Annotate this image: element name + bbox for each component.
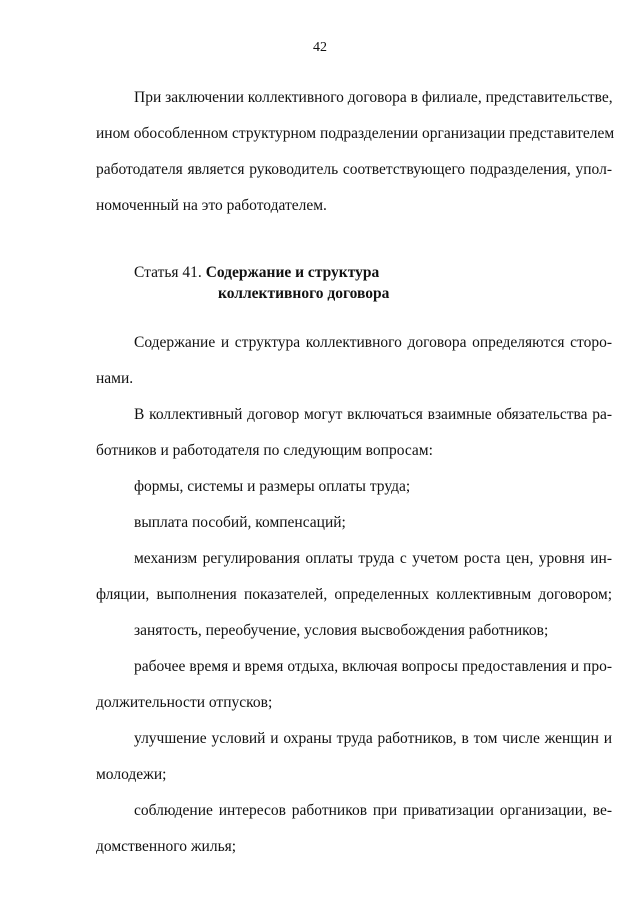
list-item-3-line2: фляции, выполнения показателей, определенных коллективным договором; <box>96 586 612 603</box>
article-title-line2: коллективного договора <box>218 285 390 302</box>
paragraph1-line2: ином обособленном структурном подразделении организации представителем <box>96 125 615 142</box>
article-prefix: Статья 41. <box>134 264 202 281</box>
list-item-1: формы, системы и размеры оплаты труда; <box>134 478 411 495</box>
paragraph3-line1: В коллективный договор могут включаться взаимные обязательства ра- <box>134 406 612 423</box>
list-item-4: занятость, переобучение, условия высвобождения работников; <box>134 622 549 639</box>
list-item-3-line1: механизм регулирования оплаты труда с учетом роста цен, уровня ин- <box>134 550 612 567</box>
list-item-5-line2: должительности отпусков; <box>96 694 273 711</box>
list-item-7-line1: соблюдение интересов работников при приватизации организации, ве- <box>134 802 612 819</box>
list-item-2: выплата пособий, компенсаций; <box>134 514 346 531</box>
list-item-5-line1: рабочее время и время отдыха, включая вопросы предоставления и про- <box>134 658 612 675</box>
paragraph1-line1: При заключении коллективного договора в филиале, представительстве, <box>134 89 613 106</box>
paragraph1-line4: номоченный на это работодателем. <box>96 197 327 214</box>
list-item-6-line2: молодежи; <box>96 766 167 783</box>
list-item-6-line1: улучшение условий и охраны труда работников, в том числе женщин и <box>134 730 612 747</box>
paragraph2-line2: нами. <box>96 370 134 387</box>
article-heading <box>134 263 379 283</box>
paragraph2-line1: Содержание и структура коллективного договора определяются сторо- <box>134 334 612 351</box>
list-item-7-line2: домственного жилья; <box>96 838 237 855</box>
page-number: 42 <box>313 40 327 55</box>
paragraph1-line3: работодателя является руководитель соответствующего подразделения, упол- <box>96 161 612 178</box>
paragraph3-line2: ботников и работодателя по следующим вопросам: <box>96 442 433 459</box>
article-title-line1: Содержание и структура <box>205 264 380 281</box>
